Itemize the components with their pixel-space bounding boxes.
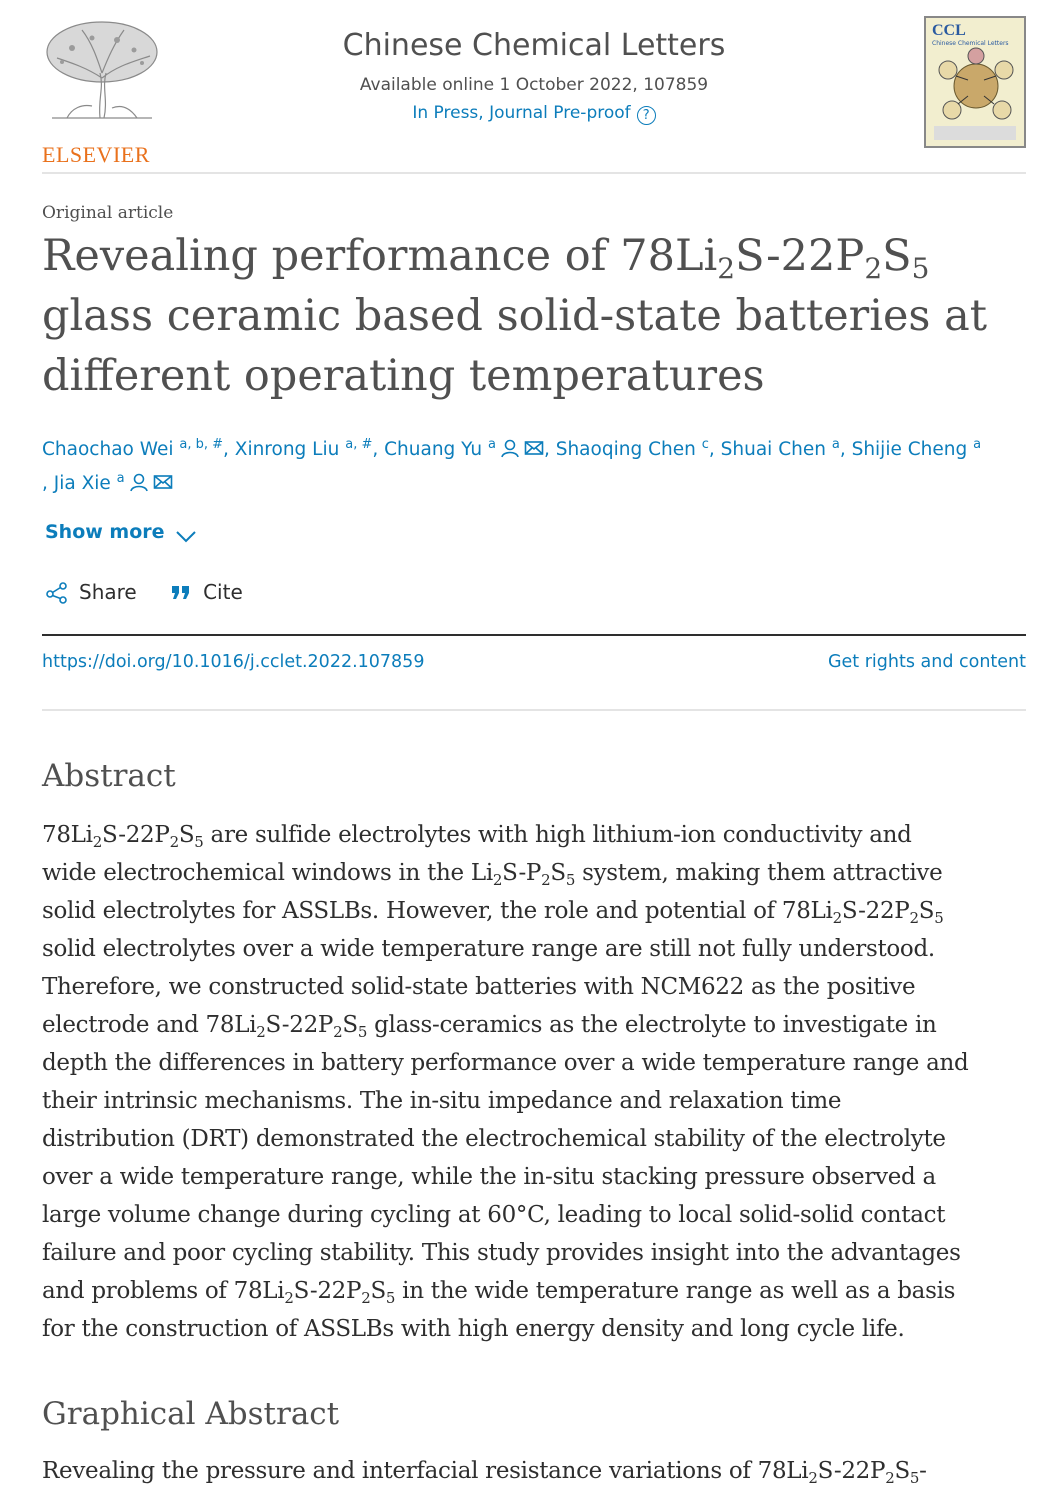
doi-row	[42, 652, 1026, 672]
share-icon	[45, 580, 69, 604]
doi-link[interactable]: https://doi.org/10.1016/j.cclet.2022.107859	[42, 652, 425, 672]
author-link[interactable]: Jia Xie $^a$	[53, 471, 125, 494]
status-link[interactable]	[42, 103, 1026, 125]
author-link[interactable]: Chuang Yu $^a$	[384, 437, 496, 460]
cover-subtitle: Chinese Chemical Letters	[932, 40, 1009, 47]
graphical-abstract-heading: Graphical Abstract	[42, 1396, 340, 1432]
journal-name-link[interactable]: Chinese Chemical Letters	[342, 28, 726, 63]
person-icon[interactable]	[129, 472, 149, 492]
divider	[42, 634, 1026, 636]
author-link[interactable]: Xinrong Liu $^{a, \#}$	[234, 437, 373, 460]
author-link[interactable]: Shijie Cheng $^a$	[851, 437, 982, 460]
cite-button[interactable]: Cite	[169, 580, 243, 604]
journal-info	[42, 28, 1026, 125]
graphical-abstract-text: Revealing the pressure and interfacial resistance variations of $78Li_2S-22P_2S_5-$	[42, 1458, 927, 1487]
author-link[interactable]: Shuai Chen $^a$	[720, 437, 840, 460]
article-actions	[45, 580, 269, 604]
person-icon[interactable]	[500, 438, 520, 458]
article-header	[42, 0, 1026, 174]
divider	[42, 709, 1026, 711]
quote-icon	[169, 580, 193, 604]
article-page	[42, 0, 1026, 1487]
availability-text: Available online 1 October 2022, 107859	[359, 75, 709, 95]
question-circle-icon[interactable]: ?	[637, 106, 656, 125]
journal-cover-image[interactable]	[924, 16, 1026, 148]
article-type: Original article	[42, 203, 174, 223]
cover-title: CCL	[932, 22, 966, 39]
author-list: Chaochao Wei $^{a, b, \#}$, Xinrong Liu $^{a, \#}$, Chuang Yu $^a$ , Shaoqing Chen $^c$, Shuai Chen $^a$, Shijie Cheng $^a$ , Jia Xie $^a$	[42, 437, 982, 494]
author-link[interactable]: Chaochao Wei $^{a, b, \#}$	[42, 437, 223, 460]
cover-illustration	[926, 18, 1024, 146]
chevron-down-icon	[175, 529, 197, 543]
show-more-button[interactable]: Show more	[45, 521, 197, 543]
author-link[interactable]: Shaoqing Chen $^c$	[555, 437, 709, 460]
get-rights-link[interactable]: Get rights and content	[827, 652, 1026, 672]
email-icon[interactable]	[153, 472, 173, 492]
abstract-text: $78Li_2S-22P_2S_5$ are sulfide electrolytes with high lithium-ion conductivity and wide electrochemical windows in the $Li_2S-P_2S_5$ system, making them attractive solid electrolytes for ASSLBs. However, the role and potential of $78Li_2S-22P_2S_5$ solid electrolytes over a wide temperature range are still not fully understood. Therefore, we constructed solid-state batteries with NCM622 as the positive electrode and $78Li_2S-22P_2S_5$ glass-ceramics as the electrolyte to investigate in depth the differences in battery performance over a wide temperature range and their intrinsic mechanisms. The in-situ impedance and relaxation time distribution (DRT) demonstrated the electrochemical stability of the electrolyte over a wide temperature range, while the in-situ stacking pressure observed a large volume change during cycling at 60°C, leading to local solid-solid contact failure and poor cycling stability. This study provides insight into the advantages and problems of $78Li_2S-22P_2S_5$ in the wide temperature range as well as a basis for the construction of ASSLBs with high energy density and long cycle life.	[42, 822, 969, 1342]
email-icon[interactable]	[524, 438, 544, 458]
elsevier-wordmark: ELSEVIER	[42, 142, 150, 167]
article-title: Revealing performance of $78Li_2S-22P_2S_5$ glass ceramic based solid-state batteries at different operating temperatures	[42, 231, 988, 401]
share-button[interactable]: Share	[45, 580, 137, 604]
status-label: In Press, Journal Pre-proof	[412, 103, 631, 123]
abstract-heading: Abstract	[42, 758, 176, 794]
